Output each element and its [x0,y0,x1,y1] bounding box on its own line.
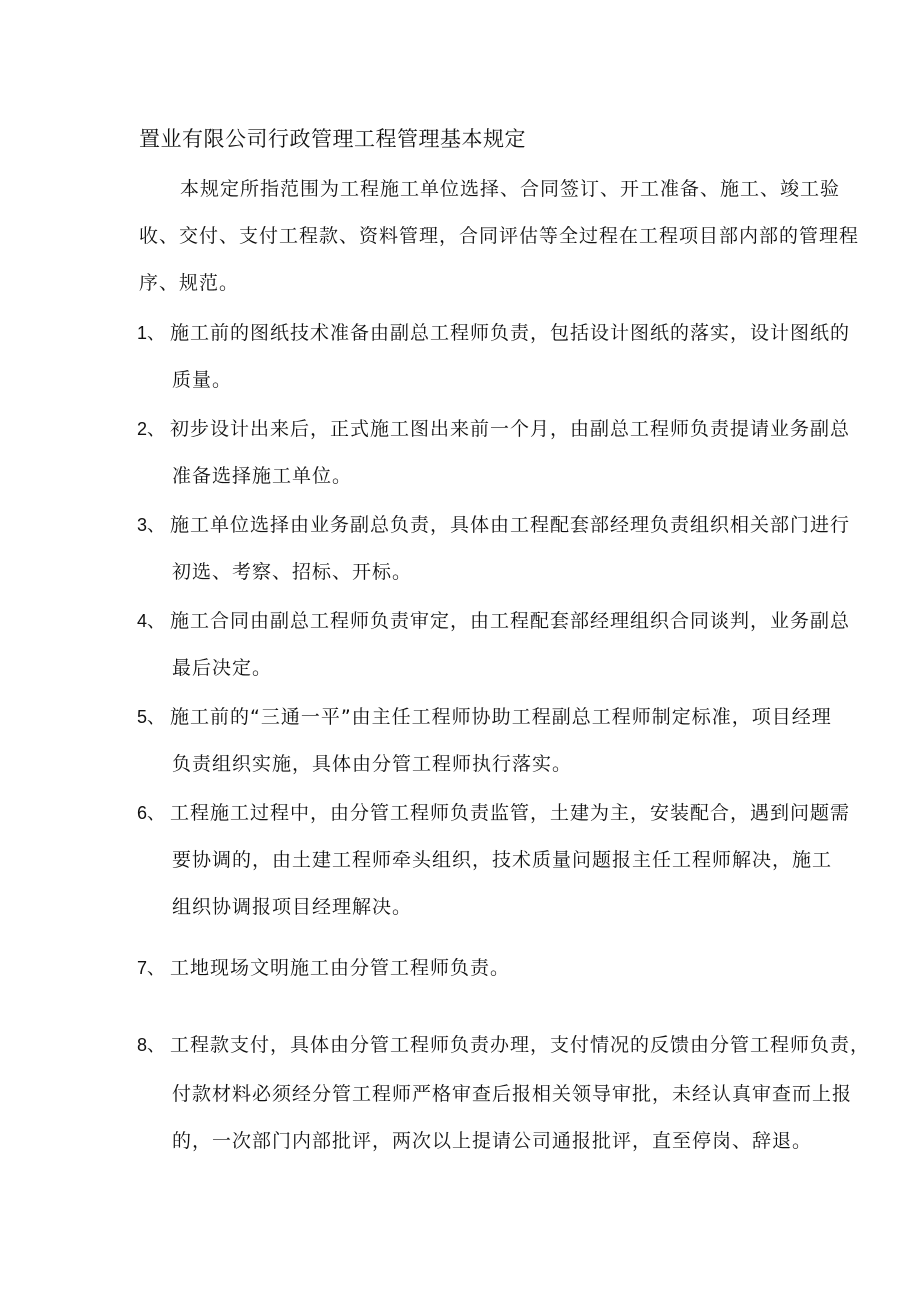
item-line: 施工合同由副总工程师负责审定，由工程配套部经理组织合同谈判，业务副总 [170,610,851,632]
intro-line: 收、交付、支付工程款、资料管理，合同评估等全过程在工程项目部内部的管理程 [139,225,860,247]
item-number: 3、 [137,515,166,535]
item-line: 组织协调报项目经理解决。 [172,896,413,918]
item-line: 初步设计出来后，正式施工图出来前一个月，由副总工程师负责提请业务副总 [170,418,851,440]
item-line: 付款材料必须经分管工程师严格审查后报相关领导审批，未经认真审查而上报 [172,1083,853,1105]
item-line: 施工单位选择由业务副总负责，具体由工程配套部经理负责组织相关部门进行 [170,514,851,536]
item-line: 负责组织实施，具体由分管工程师执行落实。 [172,753,573,775]
item-line: 施工前的图纸技术准备由副总工程师负责，包括设计图纸的落实，设计图纸的 [170,322,851,344]
item-number: 1、 [137,323,166,343]
item-number: 5、 [137,707,166,727]
item-line: 最后决定。 [172,657,273,679]
item-line: 准备选择施工单位。 [172,465,353,487]
item-number: 2、 [137,419,166,439]
intro-line: 本规定所指范围为工程施工单位选择、合同签订、开工准备、施工、竣工验 [180,178,841,200]
item-line: 要协调的，由土建工程师牵头组织，技术质量问题报主任工程师解决，施工 [172,849,833,871]
item-number: 4、 [137,611,166,631]
item-line: 初选、考察、招标、开标。 [172,561,413,583]
item-line: 质量。 [172,369,233,391]
item-line: 工地现场文明施工由分管工程师负责。 [170,957,511,979]
item-line: 施工前的“三通一平”由主任工程师协助工程副总工程师制定标准，项目经理 [170,706,832,728]
intro-line: 序、规范。 [139,272,240,294]
item-line: 工程施工过程中，由分管工程师负责监管，土建为主，安装配合，遇到问题需 [170,802,851,824]
item-line: 工程款支付，具体由分管工程师负责办理，支付情况的反馈由分管工程师负责， [170,1034,871,1056]
document-title: 置业有限公司行政管理工程管理基本规定 [139,127,526,151]
item-number: 8、 [137,1035,166,1055]
item-number: 7、 [137,958,166,978]
item-line: 的，一次部门内部批评，两次以上提请公司通报批评，直至停岗、辞退。 [172,1130,813,1152]
item-number: 6、 [137,803,166,823]
